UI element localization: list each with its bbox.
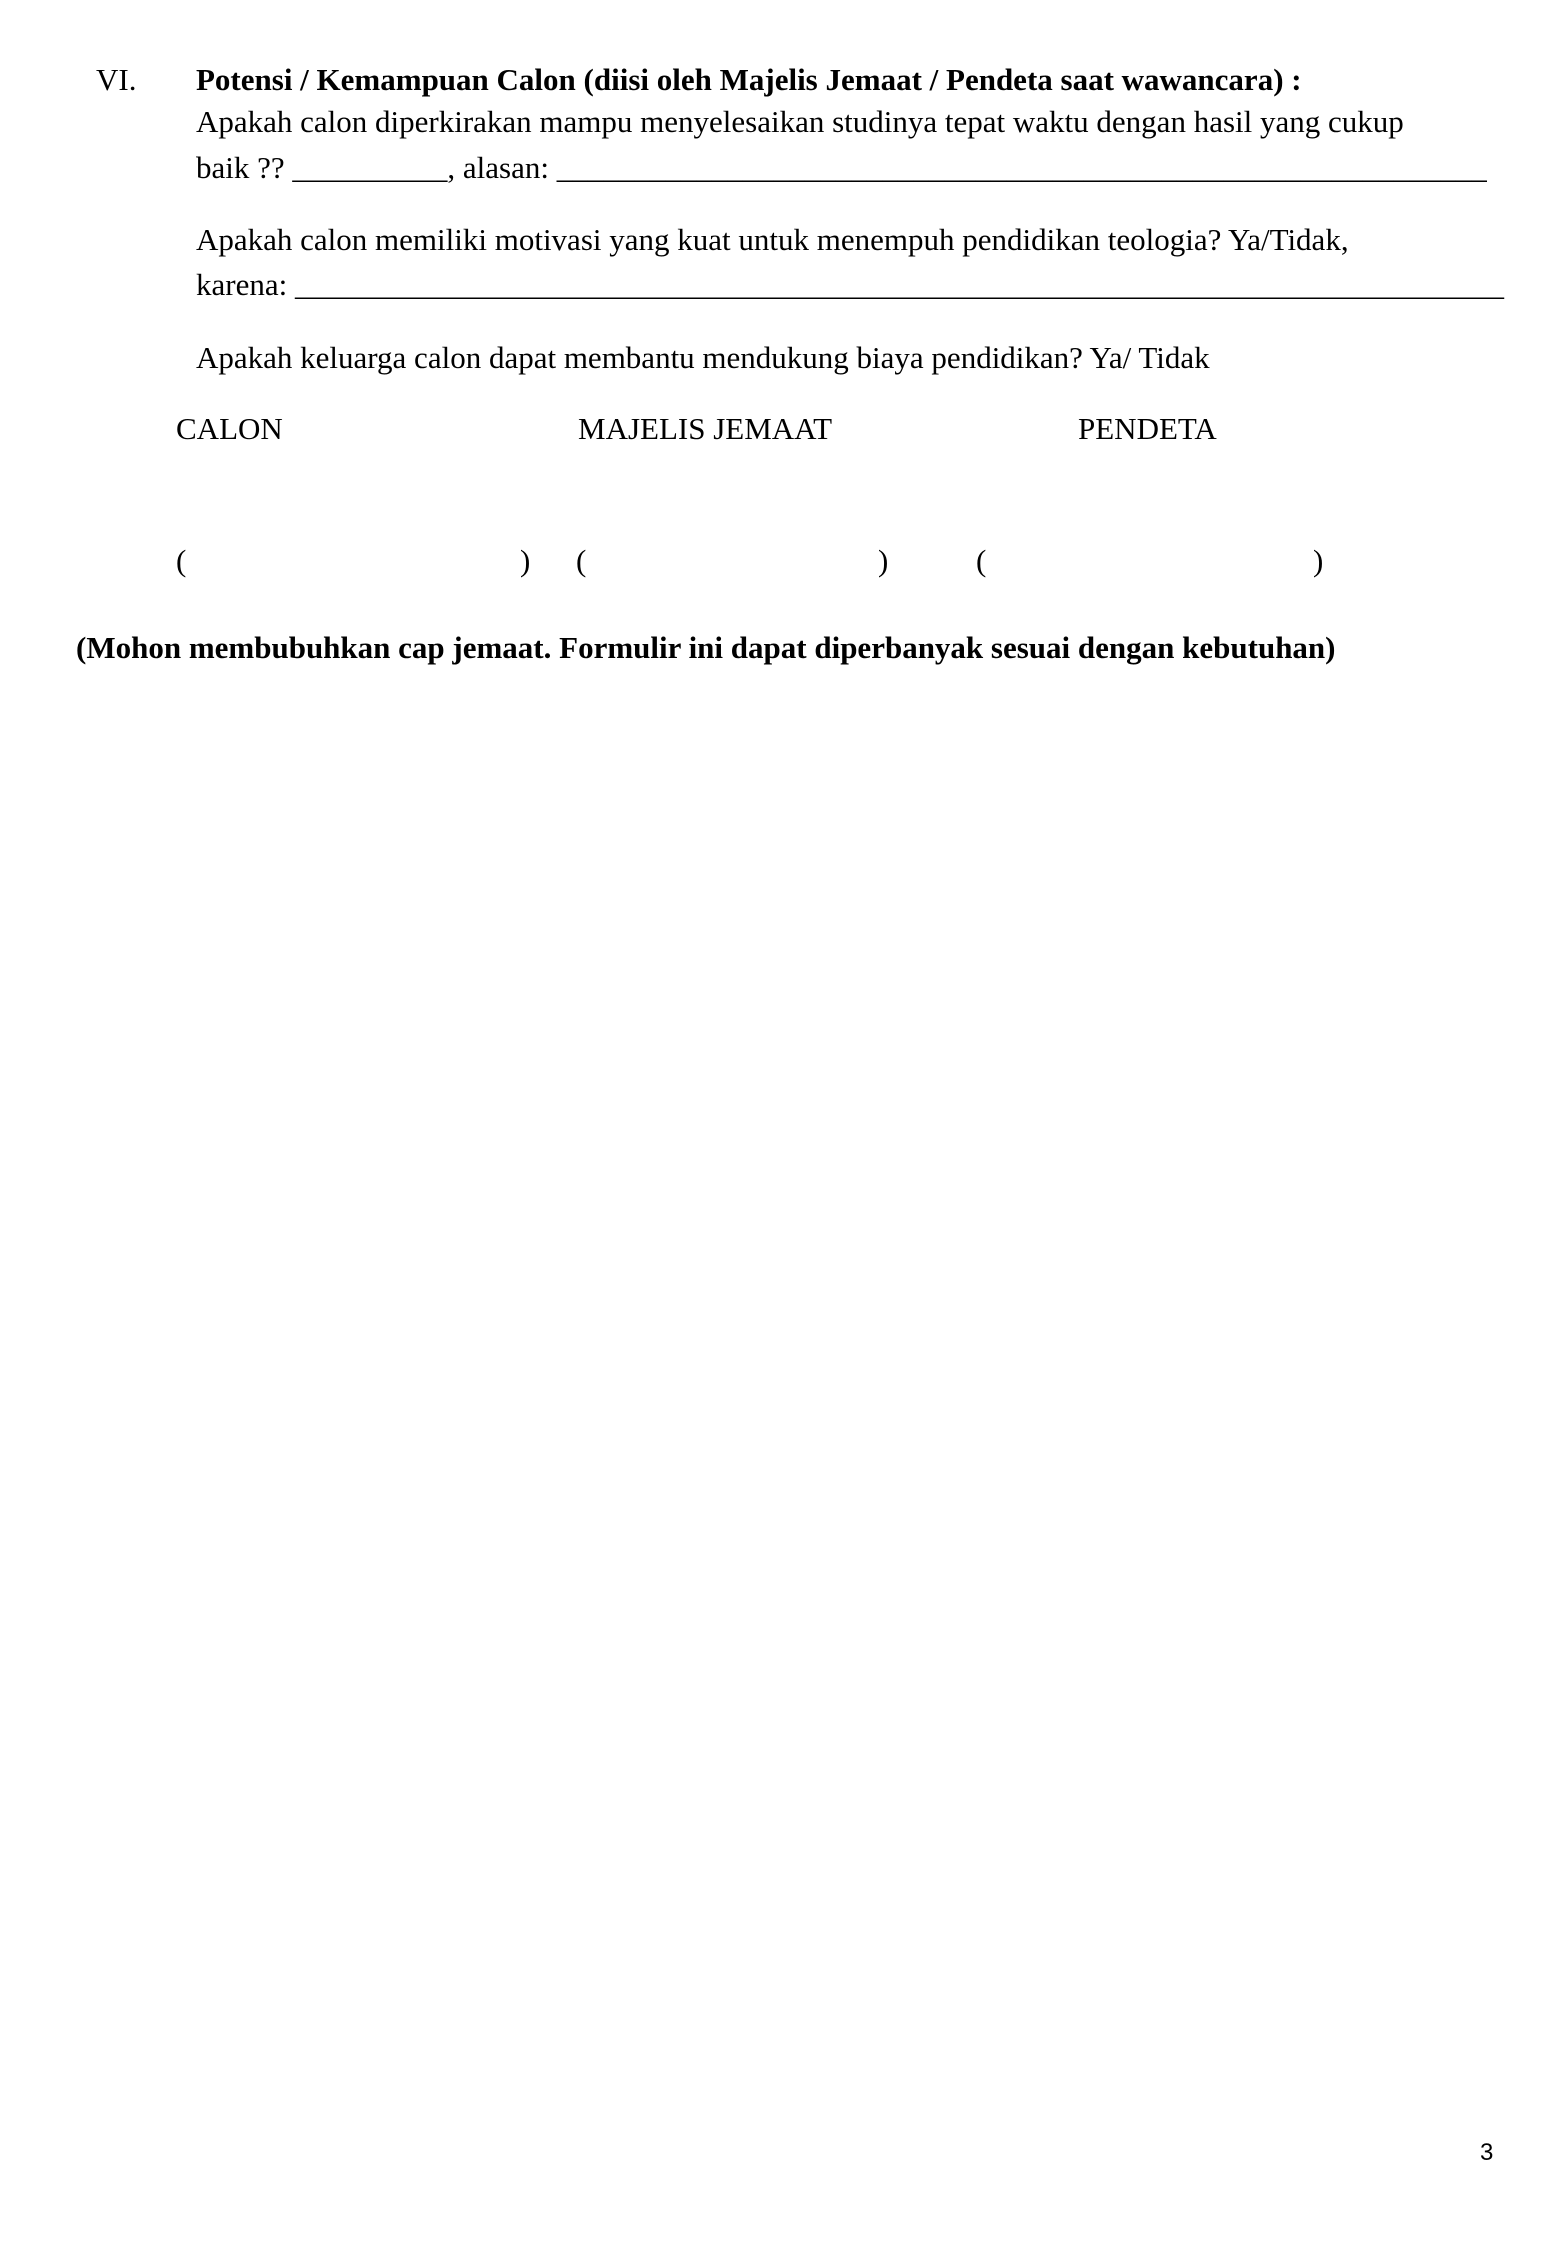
signature-label-pendeta: PENDETA xyxy=(1078,411,1217,446)
signature-label-majelis: MAJELIS JEMAAT xyxy=(578,411,833,446)
signature-label-calon: CALON xyxy=(176,411,283,446)
signature-calon-open: ( xyxy=(176,543,187,578)
footer-note: (Mohon membubuhkan cap jemaat. Formulir ini dapat diperbanyak sesuai dengan kebutuhan) xyxy=(76,630,1336,665)
question-2-line-1: Apakah calon memiliki motivasi yang kuat untuk menempuh pendidikan teologia? Ya/Tidak, xyxy=(196,222,1349,257)
signature-pendeta-open: ( xyxy=(976,543,987,578)
question-2-line-2: karena: ______________________________________________________________________________ xyxy=(196,267,1504,302)
question-1-line-1: Apakah calon diperkirakan mampu menyelesaikan studinya tepat waktu dengan hasil yang cukup xyxy=(196,104,1404,139)
section-number: VI. xyxy=(96,62,137,97)
page-number: 3 xyxy=(1480,2139,1494,2166)
section-heading: Potensi / Kemampuan Calon (diisi oleh Majelis Jemaat / Pendeta saat wawancara) : xyxy=(196,62,1302,97)
signature-majelis-close: ) xyxy=(878,543,889,578)
question-3-line-1: Apakah keluarga calon dapat membantu mendukung biaya pendidikan? Ya/ Tidak xyxy=(196,340,1210,375)
question-1-line-2: baik ?? __________, alasan: ____________________________________________________________ xyxy=(196,150,1487,185)
signature-pendeta-close: ) xyxy=(1313,543,1324,578)
signature-majelis-open: ( xyxy=(576,543,587,578)
signature-calon-close: ) xyxy=(520,543,531,578)
